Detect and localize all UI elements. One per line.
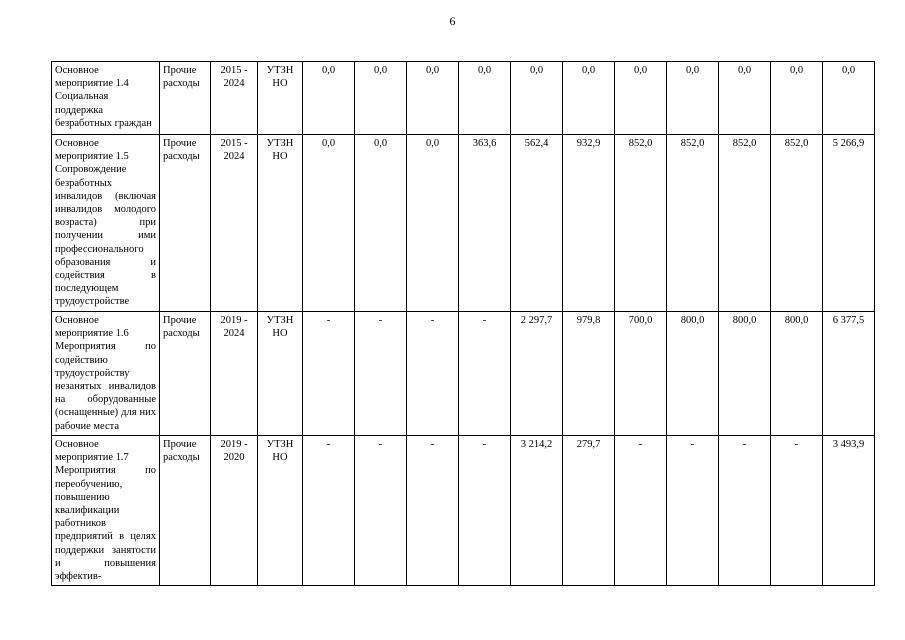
year-value-cell: 0,0: [719, 62, 771, 135]
year-value-cell: -: [771, 436, 823, 586]
year-value-cell: 0,0: [563, 62, 615, 135]
table-row: [52, 62, 875, 135]
year-value-cell: 0,0: [303, 62, 355, 135]
year-value-cell: 0,0: [615, 62, 667, 135]
year-value-cell: 852,0: [615, 135, 667, 312]
year-value-cell: -: [303, 436, 355, 586]
funding-source-cell: Прочие расходы: [160, 436, 211, 586]
total-cell: 3 493,9: [823, 436, 875, 586]
period-cell: 2019 - 2020: [211, 436, 258, 586]
table-row: [52, 135, 875, 312]
period-cell: 2015 - 2024: [211, 135, 258, 312]
activity-number: Основное мероприятие 1.7: [55, 439, 129, 464]
activity-title: Мероприятия по содействию трудоустройству незанятых инвалидов на оборудованные (оснащенные) для них рабочие места: [55, 341, 156, 432]
year-value-cell: -: [459, 436, 511, 586]
year-value-cell: -: [355, 436, 407, 586]
year-value-cell: 0,0: [355, 62, 407, 135]
year-value-cell: 932,9: [563, 135, 615, 312]
funding-source-cell: Прочие расходы: [160, 62, 211, 135]
activity-title: Мероприятия по переобучению, повышению квалификации работников предприятий в целях поддержки занятости и повышения эффектив-: [55, 465, 156, 583]
year-value-cell: 852,0: [719, 135, 771, 312]
activity-number: Основное мероприятие 1.6: [55, 315, 129, 340]
year-value-cell: 0,0: [667, 62, 719, 135]
year-value-cell: 363,6: [459, 135, 511, 312]
page-number: 6: [449, 14, 456, 28]
year-value-cell: -: [615, 436, 667, 586]
year-value-cell: 0,0: [355, 135, 407, 312]
period-cell: 2015 - 2024: [211, 62, 258, 135]
year-value-cell: 800,0: [667, 312, 719, 436]
table-row: [52, 312, 875, 436]
year-value-cell: 800,0: [719, 312, 771, 436]
executor-cell: УТЗН НО: [258, 62, 303, 135]
year-value-cell: 0,0: [407, 135, 459, 312]
executor-cell: УТЗН НО: [258, 135, 303, 312]
funding-source-cell: Прочие расходы: [160, 135, 211, 312]
activity-name-cell: [52, 312, 160, 436]
period-cell: 2019 - 2024: [211, 312, 258, 436]
year-value-cell: 800,0: [771, 312, 823, 436]
year-value-cell: 0,0: [459, 62, 511, 135]
year-value-cell: 700,0: [615, 312, 667, 436]
year-value-cell: 2 297,7: [511, 312, 563, 436]
activity-title: Социальная поддержка безработных граждан: [55, 91, 152, 129]
executor-cell: УТЗН НО: [258, 312, 303, 436]
year-value-cell: -: [407, 312, 459, 436]
activity-number: Основное мероприятие 1.4: [55, 65, 129, 90]
year-value-cell: -: [459, 312, 511, 436]
activity-name-cell: [52, 62, 160, 135]
activity-name-cell: [52, 135, 160, 312]
year-value-cell: -: [719, 436, 771, 586]
year-value-cell: 3 214,2: [511, 436, 563, 586]
year-value-cell: 852,0: [667, 135, 719, 312]
executor-cell: УТЗН НО: [258, 436, 303, 586]
year-value-cell: 852,0: [771, 135, 823, 312]
year-value-cell: 0,0: [511, 62, 563, 135]
year-value-cell: -: [303, 312, 355, 436]
year-value-cell: -: [667, 436, 719, 586]
year-value-cell: 0,0: [303, 135, 355, 312]
year-value-cell: 979,8: [563, 312, 615, 436]
activity-name-cell: [52, 436, 160, 586]
year-value-cell: 562,4: [511, 135, 563, 312]
funding-source-cell: Прочие расходы: [160, 312, 211, 436]
year-value-cell: 279,7: [563, 436, 615, 586]
activity-number: Основное мероприятие 1.5: [55, 138, 129, 163]
year-value-cell: -: [407, 436, 459, 586]
total-cell: 6 377,5: [823, 312, 875, 436]
total-cell: 5 266,9: [823, 135, 875, 312]
year-value-cell: 0,0: [407, 62, 459, 135]
activity-title: Сопровождение безработных инвалидов (включая инвалидов молодого возраста) при получении ими профессионального образования и содействия в последующем трудоустройстве: [55, 164, 156, 308]
year-value-cell: 0,0: [771, 62, 823, 135]
table-row: [52, 436, 875, 586]
budget-table: [51, 61, 875, 586]
year-value-cell: -: [355, 312, 407, 436]
total-cell: 0,0: [823, 62, 875, 135]
